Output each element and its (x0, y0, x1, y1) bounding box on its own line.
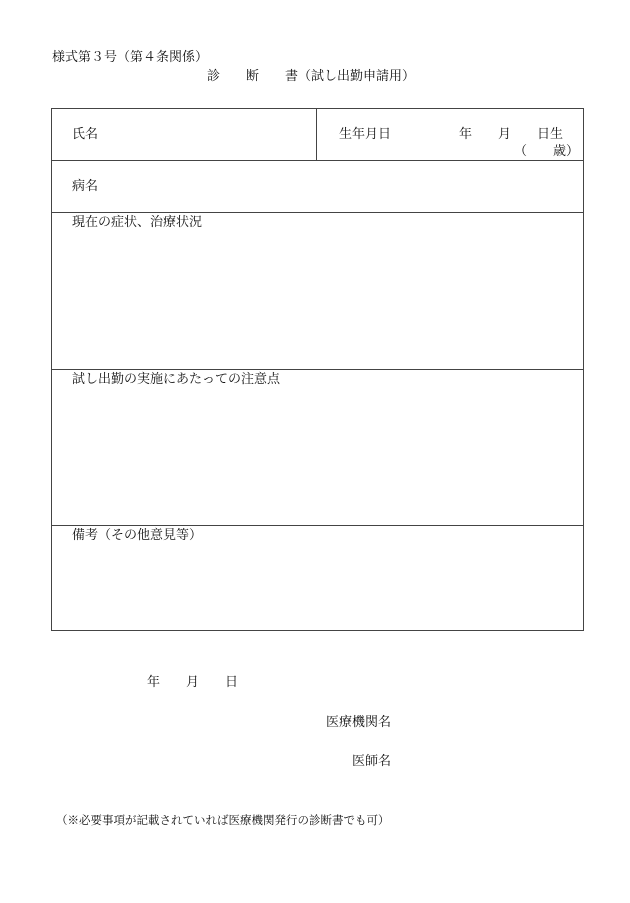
remarks-field[interactable]: 備考（その他意見等） (72, 528, 203, 543)
row-divider (52, 525, 583, 526)
name-field[interactable]: 氏名 (72, 127, 99, 142)
row-divider (52, 369, 583, 370)
document-title: 診 断 書（試し出勤申請用） (207, 69, 416, 84)
row-divider (52, 160, 583, 161)
doctor-name-field[interactable]: 医師名 (352, 754, 392, 769)
birthdate-label: 生年月日 (339, 127, 392, 142)
disease-field[interactable]: 病名 (72, 179, 99, 194)
diagnosis-form-table (51, 108, 584, 631)
institution-name-field[interactable]: 医療機関名 (326, 715, 392, 730)
notes-field[interactable]: 試し出勤の実施にあたっての注意点 (72, 372, 281, 387)
age-field[interactable]: （ 歳） (514, 144, 580, 159)
row-divider (52, 212, 583, 213)
column-divider (316, 109, 317, 161)
birthdate-field[interactable]: 年 月 日生 (459, 127, 564, 142)
form-number: 様式第３号（第４条関係） (52, 50, 209, 65)
symptoms-field[interactable]: 現在の症状、治療状況 (72, 215, 203, 230)
issue-date-field[interactable]: 年 月 日 (147, 675, 239, 690)
footnote: （※必要事項が記載されていれば医療機関発行の診断書でも可） (56, 813, 390, 827)
